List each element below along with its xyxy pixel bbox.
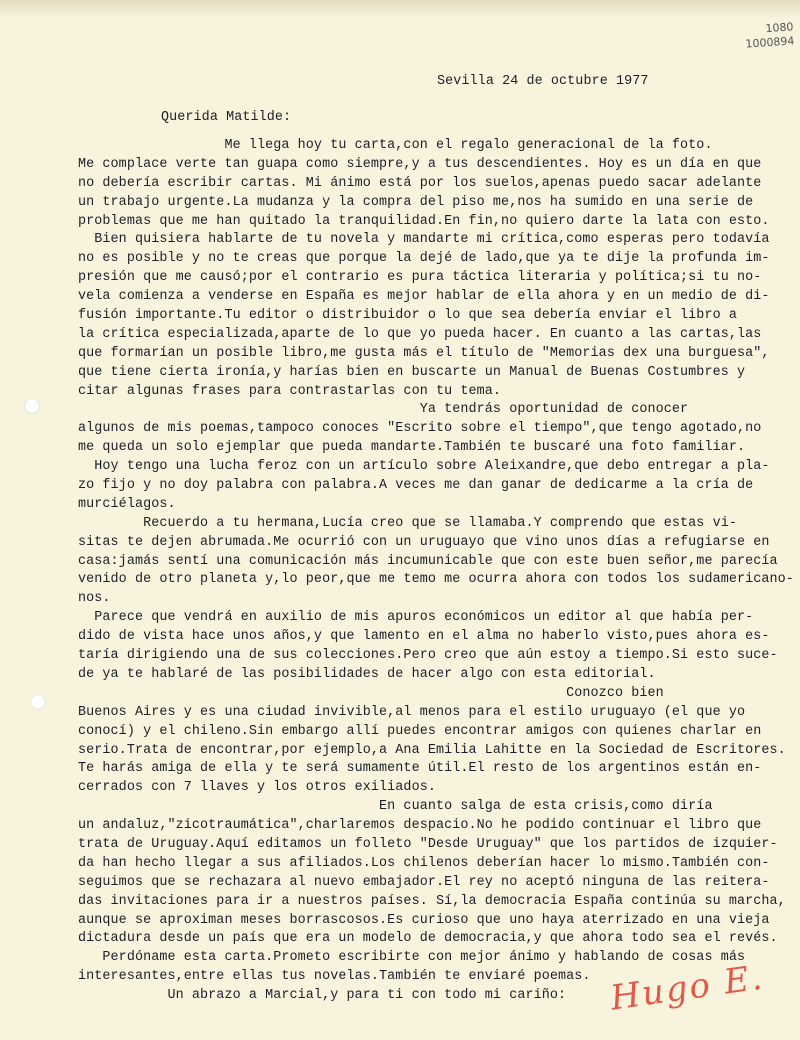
letter-line: Me complace verte tan guapa como siempre,y a tus descendientes. Hoy es un día en que — [78, 156, 762, 172]
archive-number-line: 1000894 — [745, 34, 795, 51]
letter-line: da han hecho llegar a sus afiliados.Los chilenos deberían hacer lo mismo.También con- — [78, 855, 770, 871]
letter-line: trata de Uruguay.Aquí editamos un folleto "Desde Uruguay" que los partidos de izquier- — [78, 836, 778, 852]
letter-line: En cuanto salga de esta crisis,como diría — [78, 799, 713, 815]
letter-line: zo fijo y no doy palabra con palabra.A veces me dan ganar de dedicarme a la cría de — [78, 478, 754, 494]
archive-number — [744, 20, 795, 51]
letter-line: das invitaciones para ir a nuestros países. Sí,la democracia España continúa su marcha, — [78, 893, 786, 909]
archive-number-line: 1080 — [765, 20, 794, 36]
letter-line: vela comienza a venderse en España es mejor hablar de ella ahora y en un medio de di- — [78, 289, 770, 305]
letter-line: Bien quisiera hablarte de tu novela y mandarte mi crítica,como esperas pero todavía — [78, 232, 770, 248]
letter-line: Te harás amiga de ella y te será sumamente útil.El resto de los argentinos están en- — [78, 761, 762, 777]
letter-line: Ya tendrás oportunidad de conocer — [78, 402, 689, 418]
letter-line: cerrados con 7 llaves y los otros exiliados. — [78, 780, 436, 796]
letter-body — [78, 137, 794, 1006]
letter-line: un trabajo urgente.La mudanza y la compra del piso me,nos ha sumido en una serie de — [78, 194, 754, 210]
punch-hole-lower — [30, 694, 46, 710]
letter-line: murciélagos. — [78, 496, 176, 512]
letter-line: taría dirigiendo una de sus colecciones.Pero creo que aún estoy a tiempo.Si esto suce- — [78, 648, 778, 664]
letter-line: un andaluz,"zicotraumática",charlaremos despacio.No he podido continuar el libro que — [78, 818, 762, 834]
letter-line: Hoy tengo una lucha feroz con un artículo sobre Aleixandre,que debo entregar a pla- — [78, 459, 770, 475]
letter-line: la crítica especializada,aparte de lo que yo pueda hacer. En cuanto a las cartas,las — [78, 326, 762, 342]
letter-line: serio.Trata de encontrar,por ejemplo,a Ana Emilia Lahitte en la Sociedad de Escritores. — [78, 742, 786, 758]
letter-line: de ya te hablaré de las posibilidades de hacer algo con esta editorial. — [78, 666, 656, 682]
letter-line: Un abrazo a Marcial,y para ti con todo mi cariño: — [78, 988, 567, 1004]
handwritten-signature: Hugo E. — [607, 957, 767, 1019]
letter-line: que formarían un posible libro,me gusta más el título de "Memorias dex una burguesa", — [78, 345, 770, 361]
letter-line: presión que me causó;por el contrario es pura táctica literaria y política;si tu no- — [78, 270, 762, 286]
letter-line: problemas que me han quitado la tranquilidad.En fin,no quiero darte la lata con esto. — [78, 213, 770, 229]
letter-line: que tiene cierta ironía,y harías bien en buscarte un Manual de Buenas Costumbres y — [78, 364, 746, 380]
letter-line: Me llega hoy tu carta,con el regalo generacional de la foto. — [78, 138, 713, 153]
letter-line: casa:jamás sentí una comunicación más incumunicable que con este buen señor,me parecía — [78, 553, 778, 569]
letter-line: seguimos que se rechazara al nuevo embajador.El rey no aceptó ninguna de las reitera- — [78, 874, 770, 890]
letter-date: Sevilla 24 de octubre 1977 — [437, 74, 649, 89]
letter-line: me queda un solo ejemplar que pueda mandarte.También te buscaré una foto familiar. — [78, 440, 746, 456]
letter-line: dido de vista hace unos años,y que lamento en el alma no haberlo visto,pues ahora es- — [78, 629, 770, 645]
letter-line: Perdóname esta carta.Prometo escribirte con mejor ánimo y hablando de cosas más — [78, 950, 746, 966]
letter-line: venido de otro planeta y,lo peor,que me temo me ocurra ahora con todos los sudamericano- — [78, 572, 794, 588]
page-top-edge — [0, 0, 800, 18]
letter-line: sitas te dejen abrumada.Me ocurrió con un uruguayo que vino unos días a refugiarse en — [78, 534, 770, 550]
letter-line: citar algunas frases para contrastarlas con tu tema. — [78, 383, 502, 399]
letter-line: dictadura desde un país que era un modelo de democracia,y que ahora todo sea el revés. — [78, 931, 778, 947]
letter-line: no debería escribir cartas. Mi ánimo está por los suelos,apenas puedo sacar adelante — [78, 175, 762, 191]
letter-line: no es posible y no te creas que porque la dejé de lado,que ya te dije la profunda im- — [78, 251, 770, 267]
letter-line: algunos de mis poemas,tampoco conoces "Escrito sobre el tiempo",que tengo agotado,no — [78, 421, 762, 437]
letter-line: Parece que vendrá en auxilio de mis apuros económicos un editor al que había per- — [78, 610, 754, 626]
letter-line: conocí) y el chileno.Sin embargo allí puedes encontrar amigos con quienes charlar en — [78, 723, 762, 739]
letter-line: Conozco bien — [78, 685, 664, 701]
letter-line: interesantes,entre ellas tus novelas.También te enviaré poemas. — [78, 969, 591, 985]
letter-line: nos. — [78, 591, 111, 607]
letter-greeting: Querida Matilde: — [161, 110, 292, 125]
letter-line: Buenos Aires y es una ciudad invivible,al menos para el estilo uruguayo (el que yo — [78, 704, 746, 720]
letter-line: aunque se aproximan meses borrascosos.Es curioso que uno haya aterrizado en una vieja — [78, 912, 770, 928]
letter-line: Recuerdo a tu hermana,Lucía creo que se llamaba.Y comprendo que estas vi- — [78, 515, 737, 531]
letter-line: fusión importante.Tu editor o distribuidor o lo que sea debería enviar el libro a — [78, 308, 737, 324]
punch-hole-upper — [24, 398, 40, 414]
